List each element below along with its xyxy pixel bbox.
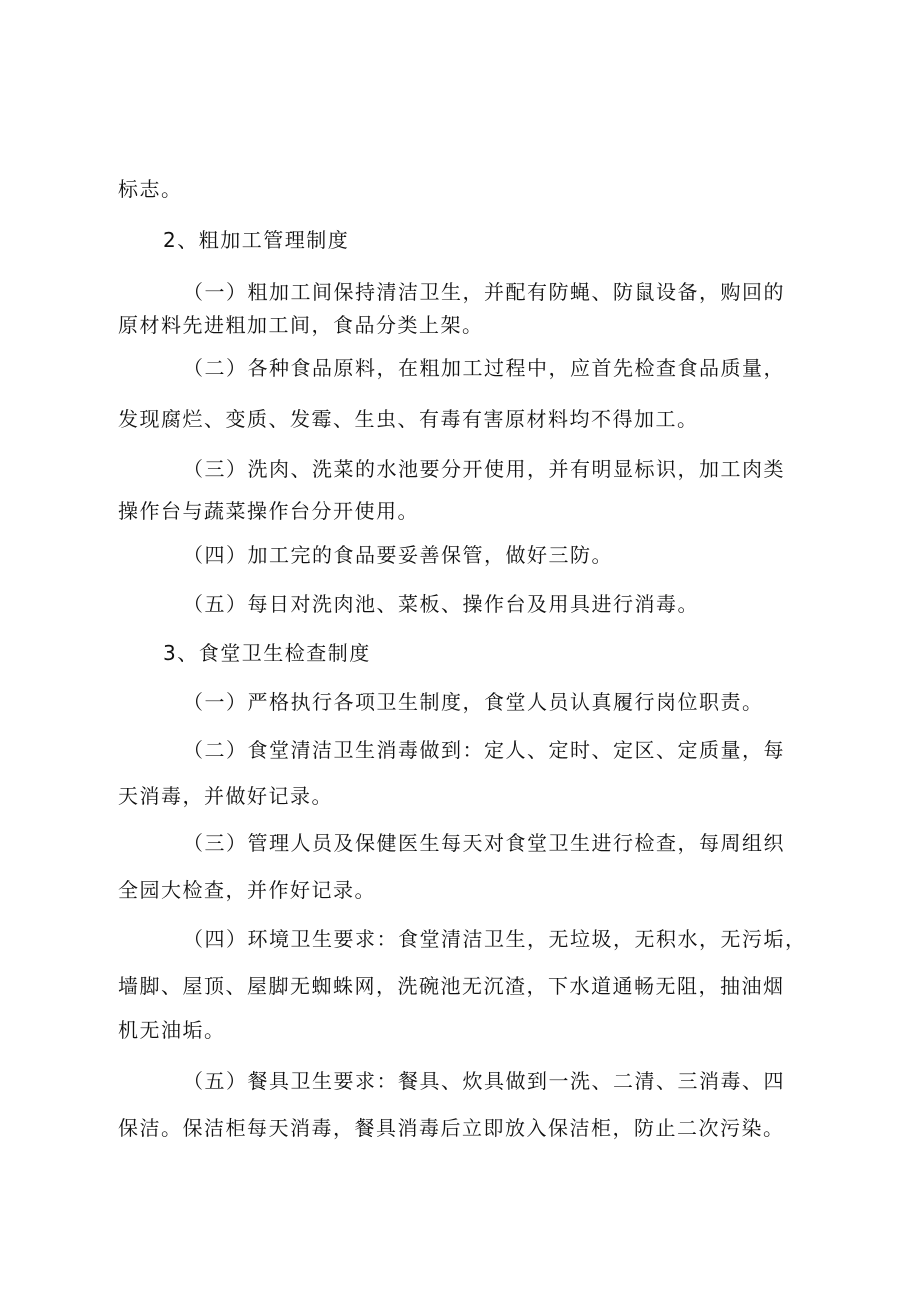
- paragraph-line: 全园大检查，并作好记录。: [118, 878, 376, 902]
- paragraph-line: （二）各种食品原料，在粗加工过程中，应首先检查食品质量，: [183, 356, 785, 380]
- paragraph-line: （二）食堂清洁卫生消毒做到：定人、定时、定区、定质量，每: [183, 738, 785, 762]
- paragraph-line: （三）洗肉、洗菜的水池要分开使用，并有明显标识，加工肉类: [183, 457, 785, 481]
- paragraph-line: 机无油垢。: [118, 1018, 226, 1042]
- paragraph-line: （三）管理人员及保健医生每天对食堂卫生进行检查，每周组织: [183, 831, 785, 855]
- paragraph-line: （五）每日对洗肉池、菜板、操作台及用具进行消毒。: [183, 592, 699, 616]
- paragraph-line: 发现腐烂、变质、发霉、生虫、有毒有害原材料均不得加工。: [118, 407, 699, 431]
- paragraph-line: 墙脚、屋顶、屋脚无蜘蛛网，洗碗池无沉渣，下水道通畅无阻，抽油烟: [118, 974, 785, 998]
- paragraph-line: （五）餐具卫生要求：餐具、炊具做到一洗、二清、三消毒、四: [183, 1069, 785, 1093]
- paragraph-line: （四）加工完的食品要妥善保管，做好三防。: [183, 543, 613, 567]
- paragraph-line: 原材料先进粗加工间，食品分类上架。: [118, 313, 484, 337]
- paragraph-line: 操作台与蔬菜操作台分开使用。: [118, 499, 419, 523]
- paragraph-line: 保洁。保洁柜每天消毒，餐具消毒后立即放入保洁柜，防止二次污染。: [118, 1116, 785, 1140]
- section-heading: 2、粗加工管理制度: [163, 228, 350, 252]
- paragraph-line: 天消毒，并做好记录。: [118, 784, 333, 808]
- section-heading: 3、食堂卫生检查制度: [163, 641, 371, 665]
- paragraph-line: （四）环境卫生要求：食堂清洁卫生，无垃圾，无积水，无污垢，: [183, 927, 807, 951]
- paragraph-line: （一）粗加工间保持清洁卫生，并配有防蝇、防鼠设备，购回的: [183, 280, 785, 304]
- paragraph-line: （一）严格执行各项卫生制度，食堂人员认真履行岗位职责。: [183, 690, 764, 714]
- text-line: 标志。: [118, 177, 183, 201]
